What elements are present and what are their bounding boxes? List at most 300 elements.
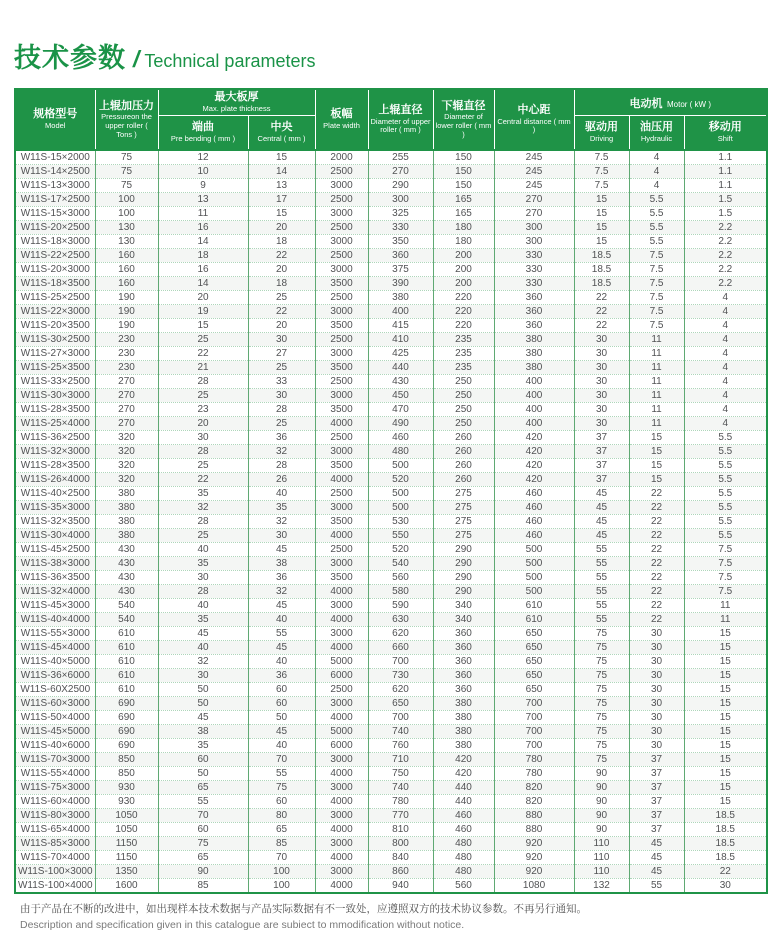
col-header-driving: 驱动用 Driving xyxy=(574,116,629,151)
value-cell: 1.1 xyxy=(684,150,767,165)
value-cell: 380 xyxy=(95,515,158,529)
table-row xyxy=(15,291,767,305)
value-cell: 17 xyxy=(248,193,315,207)
value-cell: 235 xyxy=(433,347,494,361)
value-cell: 580 xyxy=(368,585,433,599)
value-cell: 22 xyxy=(248,305,315,319)
value-cell: 3000 xyxy=(315,179,368,193)
value-cell: 30 xyxy=(158,571,248,585)
value-cell: 400 xyxy=(494,375,574,389)
value-cell: 15 xyxy=(684,725,767,739)
value-cell: 420 xyxy=(494,473,574,487)
value-cell: 20 xyxy=(248,221,315,235)
value-cell: 32 xyxy=(248,445,315,459)
value-cell: 820 xyxy=(494,795,574,809)
value-cell: 375 xyxy=(368,263,433,277)
model-cell: W11S-40×2500 xyxy=(15,487,95,501)
value-cell: 14 xyxy=(158,277,248,291)
value-cell: 22 xyxy=(629,529,684,543)
table-row xyxy=(15,417,767,431)
value-cell: 33 xyxy=(248,375,315,389)
value-cell: 2500 xyxy=(315,333,368,347)
value-cell: 75 xyxy=(158,837,248,851)
model-cell: W11S-36×6000 xyxy=(15,669,95,683)
value-cell: 11 xyxy=(158,207,248,221)
model-cell: W11S-13×3000 xyxy=(15,179,95,193)
value-cell: 40 xyxy=(248,487,315,501)
value-cell: 4 xyxy=(684,361,767,375)
value-cell: 540 xyxy=(368,557,433,571)
value-cell: 180 xyxy=(433,221,494,235)
table-row xyxy=(15,179,767,193)
value-cell: 360 xyxy=(433,683,494,697)
value-cell: 28 xyxy=(158,515,248,529)
value-cell: 500 xyxy=(368,487,433,501)
value-cell: 1.5 xyxy=(684,193,767,207)
value-cell: 15 xyxy=(684,697,767,711)
value-cell: 65 xyxy=(158,781,248,795)
value-cell: 5000 xyxy=(315,725,368,739)
value-cell: 650 xyxy=(494,669,574,683)
value-cell: 2.2 xyxy=(684,249,767,263)
table-row xyxy=(15,697,767,711)
value-cell: 7.5 xyxy=(684,571,767,585)
table-row xyxy=(15,150,767,165)
value-cell: 200 xyxy=(433,263,494,277)
value-cell: 28 xyxy=(248,403,315,417)
value-cell: 245 xyxy=(494,150,574,165)
value-cell: 30 xyxy=(629,683,684,697)
value-cell: 560 xyxy=(368,571,433,585)
value-cell: 1050 xyxy=(95,823,158,837)
value-cell: 2500 xyxy=(315,683,368,697)
value-cell: 90 xyxy=(574,781,629,795)
value-cell: 3000 xyxy=(315,557,368,571)
value-cell: 3000 xyxy=(315,809,368,823)
value-cell: 780 xyxy=(494,767,574,781)
value-cell: 7.5 xyxy=(574,150,629,165)
model-cell: W11S-20×3000 xyxy=(15,263,95,277)
value-cell: 36 xyxy=(248,571,315,585)
value-cell: 15 xyxy=(629,431,684,445)
value-cell: 28 xyxy=(158,445,248,459)
value-cell: 700 xyxy=(368,711,433,725)
value-cell: 4 xyxy=(684,375,767,389)
value-cell: 3500 xyxy=(315,319,368,333)
value-cell: 4 xyxy=(684,305,767,319)
value-cell: 35 xyxy=(158,739,248,753)
value-cell: 250 xyxy=(433,389,494,403)
value-cell: 37 xyxy=(574,445,629,459)
model-cell: W11S-25×3500 xyxy=(15,361,95,375)
model-cell: W11S-45×5000 xyxy=(15,725,95,739)
value-cell: 270 xyxy=(494,207,574,221)
value-cell: 28 xyxy=(158,585,248,599)
value-cell: 290 xyxy=(433,585,494,599)
value-cell: 7.5 xyxy=(574,179,629,193)
model-cell: W11S-25×2500 xyxy=(15,291,95,305)
value-cell: 360 xyxy=(494,291,574,305)
value-cell: 75 xyxy=(95,165,158,179)
value-cell: 3500 xyxy=(315,277,368,291)
value-cell: 550 xyxy=(368,529,433,543)
value-cell: 480 xyxy=(433,851,494,865)
value-cell: 37 xyxy=(574,473,629,487)
value-cell: 4000 xyxy=(315,613,368,627)
value-cell: 650 xyxy=(368,697,433,711)
value-cell: 760 xyxy=(368,739,433,753)
table-row xyxy=(15,431,767,445)
value-cell: 14 xyxy=(158,235,248,249)
value-cell: 40 xyxy=(158,543,248,557)
value-cell: 18.5 xyxy=(574,263,629,277)
value-cell: 35 xyxy=(158,487,248,501)
value-cell: 700 xyxy=(494,697,574,711)
value-cell: 360 xyxy=(494,319,574,333)
value-cell: 3000 xyxy=(315,627,368,641)
value-cell: 15 xyxy=(248,207,315,221)
model-cell: W11S-36×2500 xyxy=(15,431,95,445)
value-cell: 20 xyxy=(248,319,315,333)
model-cell: W11S-30×4000 xyxy=(15,529,95,543)
value-cell: 110 xyxy=(574,865,629,879)
value-cell: 5.5 xyxy=(684,445,767,459)
value-cell: 460 xyxy=(433,823,494,837)
value-cell: 7.5 xyxy=(629,291,684,305)
value-cell: 75 xyxy=(574,655,629,669)
table-body xyxy=(15,150,767,893)
value-cell: 235 xyxy=(433,333,494,347)
value-cell: 340 xyxy=(433,599,494,613)
value-cell: 60 xyxy=(158,823,248,837)
value-cell: 2.2 xyxy=(684,221,767,235)
value-cell: 75 xyxy=(248,781,315,795)
value-cell: 4 xyxy=(629,150,684,165)
value-cell: 610 xyxy=(95,669,158,683)
table-header xyxy=(15,89,767,150)
value-cell: 55 xyxy=(574,571,629,585)
value-cell: 380 xyxy=(433,697,494,711)
value-cell: 220 xyxy=(433,319,494,333)
value-cell: 30 xyxy=(574,361,629,375)
value-cell: 75 xyxy=(95,150,158,165)
value-cell: 260 xyxy=(433,431,494,445)
col-header-model: 规格型号 Model xyxy=(15,89,95,150)
value-cell: 460 xyxy=(433,809,494,823)
value-cell: 55 xyxy=(574,613,629,627)
model-cell: W11S-38×3000 xyxy=(15,557,95,571)
value-cell: 100 xyxy=(95,207,158,221)
value-cell: 4 xyxy=(629,179,684,193)
value-cell: 630 xyxy=(368,613,433,627)
model-cell: W11S-35×3000 xyxy=(15,501,95,515)
table-row xyxy=(15,277,767,291)
value-cell: 30 xyxy=(684,879,767,894)
value-cell: 32 xyxy=(248,585,315,599)
value-cell: 2.2 xyxy=(684,235,767,249)
value-cell: 37 xyxy=(629,767,684,781)
value-cell: 18.5 xyxy=(684,851,767,865)
value-cell: 28 xyxy=(248,459,315,473)
model-cell: W11S-22×3000 xyxy=(15,305,95,319)
value-cell: 290 xyxy=(433,543,494,557)
value-cell: 165 xyxy=(433,207,494,221)
table-row xyxy=(15,473,767,487)
value-cell: 15 xyxy=(684,767,767,781)
value-cell: 660 xyxy=(368,641,433,655)
value-cell: 190 xyxy=(95,305,158,319)
value-cell: 2500 xyxy=(315,221,368,235)
value-cell: 325 xyxy=(368,207,433,221)
value-cell: 37 xyxy=(574,431,629,445)
value-cell: 3000 xyxy=(315,347,368,361)
value-cell: 430 xyxy=(95,557,158,571)
value-cell: 290 xyxy=(433,571,494,585)
value-cell: 740 xyxy=(368,781,433,795)
value-cell: 500 xyxy=(494,571,574,585)
value-cell: 26 xyxy=(248,473,315,487)
value-cell: 480 xyxy=(433,865,494,879)
table-row xyxy=(15,641,767,655)
model-cell: W11S-22×2500 xyxy=(15,249,95,263)
value-cell: 55 xyxy=(248,767,315,781)
table-row xyxy=(15,165,767,179)
value-cell: 4000 xyxy=(315,851,368,865)
value-cell: 22 xyxy=(248,249,315,263)
value-cell: 30 xyxy=(629,627,684,641)
value-cell: 60 xyxy=(158,753,248,767)
value-cell: 4000 xyxy=(315,795,368,809)
value-cell: 15 xyxy=(629,473,684,487)
value-cell: 2500 xyxy=(315,193,368,207)
value-cell: 480 xyxy=(433,837,494,851)
value-cell: 940 xyxy=(368,879,433,894)
value-cell: 40 xyxy=(248,613,315,627)
table-row xyxy=(15,823,767,837)
table-row xyxy=(15,319,767,333)
value-cell: 4000 xyxy=(315,879,368,894)
value-cell: 220 xyxy=(433,305,494,319)
value-cell: 1150 xyxy=(95,851,158,865)
value-cell: 430 xyxy=(95,585,158,599)
value-cell: 15 xyxy=(684,669,767,683)
value-cell: 7.5 xyxy=(629,249,684,263)
value-cell: 2500 xyxy=(315,487,368,501)
value-cell: 270 xyxy=(95,389,158,403)
value-cell: 275 xyxy=(433,515,494,529)
model-cell: W11S-28×3500 xyxy=(15,403,95,417)
value-cell: 245 xyxy=(494,165,574,179)
value-cell: 21 xyxy=(158,361,248,375)
table-row xyxy=(15,809,767,823)
value-cell: 4000 xyxy=(315,585,368,599)
value-cell: 22 xyxy=(629,585,684,599)
value-cell: 340 xyxy=(433,613,494,627)
value-cell: 255 xyxy=(368,150,433,165)
value-cell: 30 xyxy=(629,697,684,711)
value-cell: 14 xyxy=(248,165,315,179)
table-row xyxy=(15,361,767,375)
value-cell: 45 xyxy=(629,851,684,865)
model-cell: W11S-40×5000 xyxy=(15,655,95,669)
table-row xyxy=(15,347,767,361)
model-cell: W11S-45×4000 xyxy=(15,641,95,655)
table-row xyxy=(15,193,767,207)
value-cell: 55 xyxy=(574,543,629,557)
model-cell: W11S-100×3000 xyxy=(15,865,95,879)
value-cell: 810 xyxy=(368,823,433,837)
value-cell: 9 xyxy=(158,179,248,193)
value-cell: 4 xyxy=(684,319,767,333)
value-cell: 15 xyxy=(574,221,629,235)
value-cell: 380 xyxy=(433,711,494,725)
value-cell: 15 xyxy=(684,683,767,697)
value-cell: 290 xyxy=(433,557,494,571)
value-cell: 320 xyxy=(95,473,158,487)
value-cell: 30 xyxy=(574,417,629,431)
table-row xyxy=(15,795,767,809)
value-cell: 320 xyxy=(95,431,158,445)
value-cell: 300 xyxy=(494,235,574,249)
value-cell: 920 xyxy=(494,865,574,879)
value-cell: 440 xyxy=(368,361,433,375)
model-cell: W11S-32×3500 xyxy=(15,515,95,529)
value-cell: 25 xyxy=(248,291,315,305)
value-cell: 30 xyxy=(248,529,315,543)
table-row xyxy=(15,669,767,683)
value-cell: 30 xyxy=(629,669,684,683)
value-cell: 130 xyxy=(95,221,158,235)
value-cell: 60 xyxy=(248,795,315,809)
model-cell: W11S-36×3500 xyxy=(15,571,95,585)
value-cell: 530 xyxy=(368,515,433,529)
value-cell: 5.5 xyxy=(629,221,684,235)
value-cell: 30 xyxy=(629,711,684,725)
value-cell: 150 xyxy=(433,150,494,165)
model-cell: W11S-32×4000 xyxy=(15,585,95,599)
value-cell: 5000 xyxy=(315,655,368,669)
value-cell: 16 xyxy=(158,221,248,235)
value-cell: 500 xyxy=(368,501,433,515)
value-cell: 22 xyxy=(629,557,684,571)
value-cell: 45 xyxy=(158,711,248,725)
value-cell: 6000 xyxy=(315,669,368,683)
table-row xyxy=(15,263,767,277)
value-cell: 50 xyxy=(158,683,248,697)
value-cell: 11 xyxy=(629,361,684,375)
value-cell: 2.2 xyxy=(684,277,767,291)
table-row xyxy=(15,249,767,263)
value-cell: 460 xyxy=(368,431,433,445)
value-cell: 22 xyxy=(158,347,248,361)
value-cell: 400 xyxy=(494,403,574,417)
value-cell: 410 xyxy=(368,333,433,347)
value-cell: 250 xyxy=(433,403,494,417)
value-cell: 5.5 xyxy=(684,487,767,501)
value-cell: 1600 xyxy=(95,879,158,894)
value-cell: 10 xyxy=(158,165,248,179)
value-cell: 610 xyxy=(95,627,158,641)
value-cell: 380 xyxy=(433,739,494,753)
value-cell: 15 xyxy=(684,627,767,641)
value-cell: 440 xyxy=(433,781,494,795)
value-cell: 650 xyxy=(494,683,574,697)
value-cell: 3500 xyxy=(315,361,368,375)
model-cell: W11S-20×2500 xyxy=(15,221,95,235)
value-cell: 420 xyxy=(494,459,574,473)
value-cell: 30 xyxy=(248,389,315,403)
value-cell: 90 xyxy=(574,823,629,837)
value-cell: 200 xyxy=(433,277,494,291)
value-cell: 620 xyxy=(368,683,433,697)
value-cell: 38 xyxy=(158,725,248,739)
value-cell: 300 xyxy=(494,221,574,235)
value-cell: 11 xyxy=(629,347,684,361)
value-cell: 70 xyxy=(248,753,315,767)
value-cell: 15 xyxy=(158,319,248,333)
value-cell: 70 xyxy=(158,809,248,823)
value-cell: 270 xyxy=(95,375,158,389)
value-cell: 590 xyxy=(368,599,433,613)
value-cell: 50 xyxy=(158,697,248,711)
value-cell: 275 xyxy=(433,529,494,543)
value-cell: 360 xyxy=(368,249,433,263)
value-cell: 30 xyxy=(158,669,248,683)
model-cell: W11S-25×4000 xyxy=(15,417,95,431)
value-cell: 13 xyxy=(248,179,315,193)
value-cell: 15 xyxy=(684,655,767,669)
value-cell: 18.5 xyxy=(684,823,767,837)
table-row xyxy=(15,865,767,879)
value-cell: 700 xyxy=(494,739,574,753)
value-cell: 100 xyxy=(248,865,315,879)
value-cell: 45 xyxy=(574,501,629,515)
value-cell: 480 xyxy=(368,445,433,459)
value-cell: 860 xyxy=(368,865,433,879)
value-cell: 45 xyxy=(248,599,315,613)
value-cell: 520 xyxy=(368,543,433,557)
value-cell: 37 xyxy=(629,809,684,823)
value-cell: 25 xyxy=(158,459,248,473)
value-cell: 230 xyxy=(95,333,158,347)
value-cell: 11 xyxy=(684,613,767,627)
model-cell: W11S-18×3500 xyxy=(15,277,95,291)
value-cell: 22 xyxy=(629,613,684,627)
value-cell: 18.5 xyxy=(574,249,629,263)
value-cell: 45 xyxy=(158,627,248,641)
value-cell: 2500 xyxy=(315,375,368,389)
value-cell: 55 xyxy=(248,627,315,641)
model-cell: W11S-26×4000 xyxy=(15,473,95,487)
value-cell: 7.5 xyxy=(629,319,684,333)
value-cell: 425 xyxy=(368,347,433,361)
technical-parameters-table xyxy=(14,88,768,894)
value-cell: 4000 xyxy=(315,823,368,837)
model-cell: W11S-75×3000 xyxy=(15,781,95,795)
value-cell: 780 xyxy=(368,795,433,809)
value-cell: 610 xyxy=(494,613,574,627)
table-row xyxy=(15,627,767,641)
value-cell: 610 xyxy=(95,641,158,655)
table-row xyxy=(15,655,767,669)
value-cell: 700 xyxy=(494,711,574,725)
value-cell: 15 xyxy=(684,795,767,809)
value-cell: 4 xyxy=(684,347,767,361)
value-cell: 19 xyxy=(158,305,248,319)
value-cell: 100 xyxy=(248,879,315,894)
table-row xyxy=(15,305,767,319)
value-cell: 32 xyxy=(248,515,315,529)
